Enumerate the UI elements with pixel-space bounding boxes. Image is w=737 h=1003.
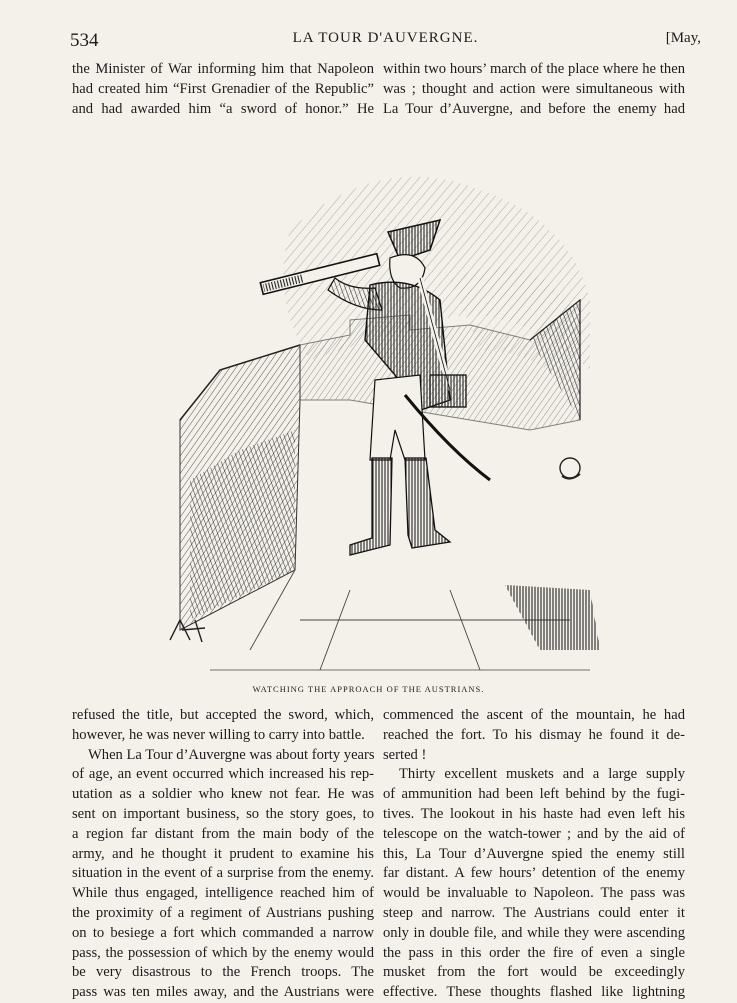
text-line: had created him “First Grenadier of the Republic”: [72, 80, 374, 97]
engraving-illustration: [150, 150, 610, 680]
bottom-left-column: [72, 706, 374, 1003]
text-line: Thirty excellent muskets and a large supply: [399, 766, 685, 783]
embrasure-shadow: [505, 585, 600, 650]
text-line: within two hours’ march of the place where he then: [383, 61, 685, 77]
text-line: far distant. A few hours’ detention of the enemy: [383, 865, 685, 882]
text-line: sent on important business, so the story goes, to: [72, 805, 374, 822]
text-line: tives. The lookout in his haste had even left his: [383, 805, 685, 822]
text-line: utation as a soldier who knew not fear. He was: [72, 786, 374, 803]
text-line: on to besiege a fort which commanded a narrow: [72, 924, 374, 941]
issue-month: [May,: [665, 30, 701, 46]
page-number: 534: [70, 30, 99, 51]
text-line: and had awarded him “a sword of honor.” He: [72, 100, 374, 117]
text-line: the Minister of War informing him that Napoleon: [72, 61, 374, 77]
text-line: reached the fort. To his dismay he found it de-: [383, 726, 685, 743]
bottom-right-column: [383, 706, 685, 1003]
text-line: commenced the ascent of the mountain, he had: [383, 707, 685, 723]
text-line: the proximity of a regiment of Austrians pushing: [72, 904, 374, 921]
text-line: this, La Tour d’Auvergne spied the enemy still: [383, 845, 685, 862]
text-line: While thus engaged, intelligence reached him of: [72, 885, 374, 902]
text-line: only in double file, and while they were ascending: [383, 924, 685, 941]
text-line: When La Tour d’Auvergne was about forty years: [88, 746, 375, 763]
text-line: was ; thought and action were simultaneous with: [383, 80, 685, 97]
running-title: LA TOUR D'AUVERGNE.: [292, 30, 479, 46]
cartridge-box: [430, 375, 466, 407]
text-line: would be invaluable to Napoleon. The pass was: [383, 885, 685, 902]
top-right-column: [383, 60, 685, 119]
text-line: the pass in this order the fire of even a single: [383, 944, 685, 961]
text-line: effective. These thoughts flashed like lightning: [383, 984, 685, 1001]
running-header: [70, 30, 701, 54]
figure-caption: WATCHING THE APPROACH OF THE AUSTRIANS.: [252, 684, 485, 694]
text-line: army, and he thought it prudent to examine his: [72, 845, 374, 862]
text-line: telescope on the watch-tower ; and by the aid of: [383, 825, 685, 842]
text-line: pass was ten miles away, and the Austrians were: [72, 984, 374, 1001]
text-line: situation in the event of a surprise from the enemy.: [72, 865, 374, 882]
text-line: of age, an event occurred which increased his rep-: [72, 766, 374, 783]
text-line: serted !: [383, 746, 427, 763]
text-line: however, he was never willing to carry into battle.: [72, 726, 365, 743]
top-left-column: [72, 60, 374, 119]
text-line: steep and narrow. The Austrians could enter it: [383, 904, 685, 921]
text-line: of ammunition had been left behind by the fugi-: [383, 786, 685, 803]
text-line: pass, the possession of which by the enemy would: [72, 944, 374, 961]
text-line: La Tour d’Auvergne, and before the enemy had: [383, 100, 685, 117]
text-line: be very disastrous to the French troops. The: [72, 964, 374, 981]
text-line: refused the title, but accepted the sword, which,: [72, 707, 374, 723]
text-line: musket from the fort would be exceedingly: [383, 964, 685, 981]
text-line: a region far distant from the main body of the: [72, 825, 374, 842]
